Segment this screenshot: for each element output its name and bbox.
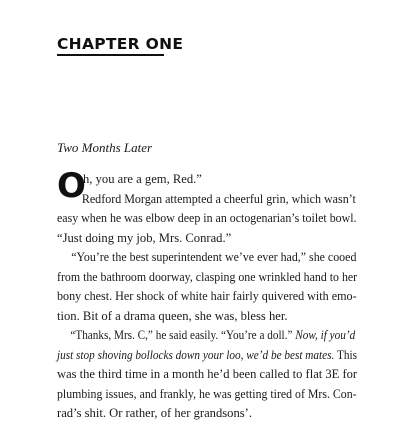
paragraph-3-line-1-italic: Now, if you’d [295,328,356,342]
paragraph-2-line-2: from the bathroom doorway, clasping one wrinkled hand to her [57,269,358,284]
paragraph-1-line-1-text: h, you are a gem, Red.” [83,172,202,186]
paragraph-1-line-3: easy when he was elbow deep in an octogenarian’s toilet bowl. [57,211,357,225]
paragraph-3-line-2-roman: This [334,347,357,362]
body-text [57,166,358,424]
paragraph-3-line-2 [57,346,357,366]
chapter-underline [57,54,164,56]
paragraph-3-line-1-roman: “Thanks, Mrs. C,” he said easily. “You’re a doll.” [70,328,296,342]
paragraph-3-line-2-italic: just stop shoving bollocks down your loo, we’d be best mates. [57,347,335,362]
time-marker: Two Months Later [57,140,153,155]
paragraph-1-line-4: “Just doing my job, Mrs. Conrad.” [57,230,232,245]
paragraph-3-line-4: plumbing issues, and frankly, he was getting tired of Mrs. Con- [57,386,357,401]
paragraph-2-line-3: bony chest. Her shock of white hair fairly quivered with emo- [57,289,357,303]
chapter-heading: CHAPTER ONE [57,35,184,53]
paragraph-3-line-5: rad’s shit. Or rather, of her grandsons’. [57,406,252,420]
paragraph-1-line-2: Redford Morgan attempted a cheerful grin, which wasn’t [81,191,356,206]
drop-cap: O [57,166,86,206]
paragraph-2-line-1: “You’re the best superintendent we’ve ever had,” she cooed [71,250,357,264]
paragraph-3-line-3: was the third time in a month he’d been called to flat 3E for [57,367,358,381]
paragraph-3-line-1 [57,326,356,346]
paragraph-2-line-4: tion. Bit of a drama queen, she was, bless her. [57,308,288,323]
